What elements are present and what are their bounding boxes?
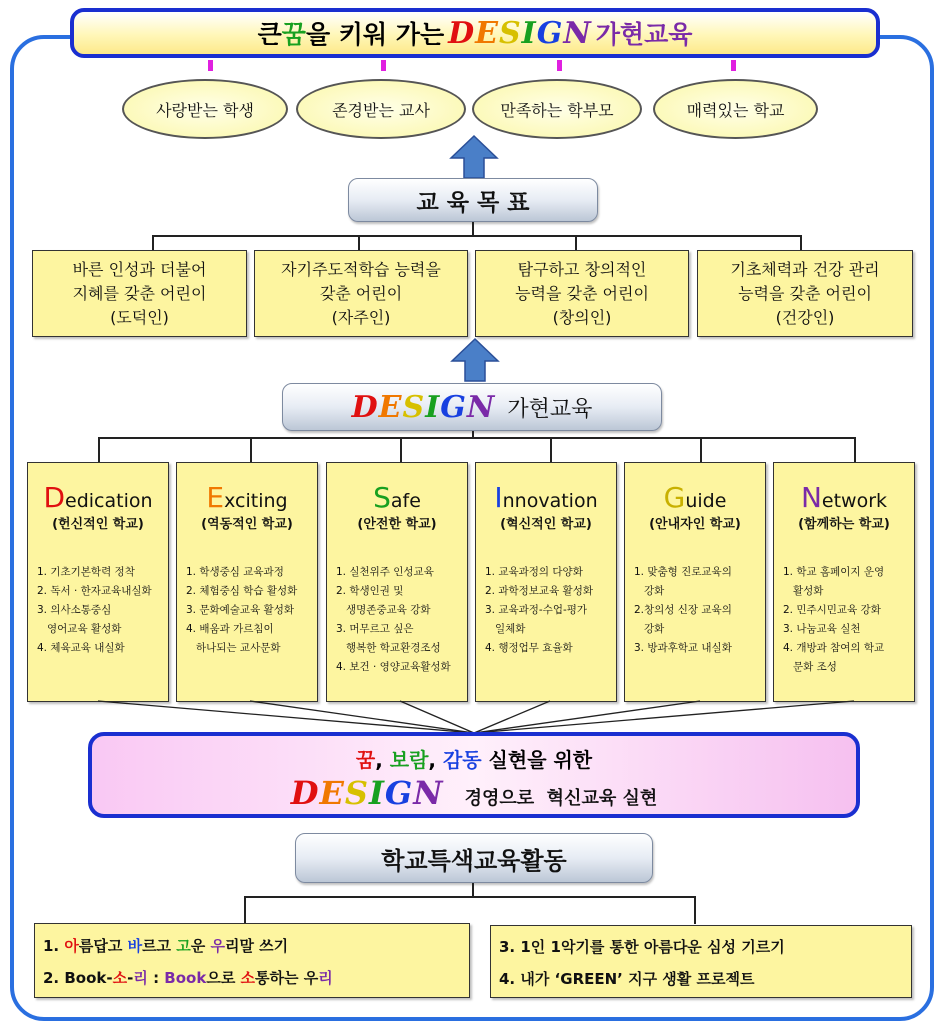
pillar-heading (625, 481, 765, 514)
special-activities-title: 학교특색교육활동 (295, 833, 653, 883)
pillar-list (336, 563, 469, 677)
connector-tick (557, 60, 562, 71)
connector-tick (731, 60, 736, 71)
activity-text: 2. Book- (43, 969, 113, 987)
goal-line: 탐구하고 창의적인 (517, 259, 647, 279)
goal-line: 능력을 갖춘 어린이 (738, 283, 872, 303)
design-letter-d: D (290, 774, 320, 812)
value-oval-student: 사랑받는 학생 (122, 79, 288, 139)
list-item: 4. 체육교육 내실화 (37, 642, 125, 654)
goal-box-moral (32, 250, 247, 337)
connector-line (152, 235, 802, 237)
goal-line: (자주인) (331, 307, 391, 327)
list-item: 4. 배움과 가르침이 (186, 623, 274, 635)
activity-box-left (34, 923, 470, 998)
list-item: 영어교육 활성화 (37, 623, 122, 635)
vision-word-reward: 보람 (389, 748, 429, 772)
pillar-heading (327, 481, 467, 514)
list-item: 2. 과학정보교육 활성화 (485, 585, 593, 597)
connector-line (472, 222, 474, 236)
connector-line (700, 437, 702, 463)
pillar-list (186, 563, 319, 658)
list-item: 1. 학교 홈페이지 운영 (783, 566, 885, 578)
activity-item-2 (43, 967, 333, 988)
goal-box-health (697, 250, 913, 337)
connector-line (152, 235, 154, 250)
list-item: 3. 방과후학교 내실화 (634, 642, 732, 654)
design-education-box (282, 383, 662, 431)
vision-comma: , (428, 748, 443, 772)
connector-line (800, 235, 802, 250)
pillar-heading (774, 481, 914, 514)
pillar-dedication (27, 462, 169, 702)
activity-text: 1. (43, 937, 65, 955)
pillar-subtitle: (안내자인 학교) (649, 517, 741, 532)
pillar-subtitle: (역동적인 학교) (201, 517, 293, 532)
list-item: 4. 행정업무 효율화 (485, 642, 573, 654)
goal-line: 바른 인성과 더불어 (72, 259, 207, 279)
title-middle: 을 키워 가는 (305, 20, 445, 49)
list-item: 3. 머무르고 싶은 (336, 623, 414, 635)
list-item: 3. 의사소통중심 (37, 604, 112, 616)
vision-line-2-text: 경영으로 혁신교육 실현 (464, 788, 658, 809)
pillar-list (485, 563, 618, 658)
pillar-heading (28, 481, 168, 514)
convergence-lines (0, 700, 949, 734)
design-letter-n: N (466, 389, 496, 425)
connector-line (575, 235, 577, 250)
design-letter-d: D (448, 15, 476, 51)
pillar-heading (476, 481, 616, 514)
connector-line (472, 883, 474, 897)
design-letter-n: N (563, 15, 592, 51)
pillar-word-rest: xciting (224, 490, 288, 512)
pillar-word-rest: etwork (821, 490, 888, 512)
list-item: 2. 독서 · 한자교육내실화 (37, 585, 152, 597)
list-item: 2. 체험중심 학습 활성화 (186, 585, 298, 597)
list-item: 강화 (634, 585, 665, 597)
pillar-initial: D (43, 481, 66, 514)
activity-item-3: 3. 1인 1악기를 통한 아름다운 심성 기르기 (499, 938, 785, 956)
activity-box-right (490, 925, 912, 998)
activity-text: 리말 쓰기 (224, 937, 289, 955)
list-item: 강화 (634, 623, 665, 635)
activity-highlight: 바 (127, 937, 143, 955)
connector-line (98, 437, 856, 439)
design-letter-i: I (425, 389, 441, 425)
list-item: 4. 개방과 참여의 학교 (783, 642, 885, 654)
design-letter-g: G (440, 389, 467, 425)
pillar-initial: I (494, 481, 503, 514)
pillar-initial: S (373, 481, 391, 514)
connector-tick (381, 60, 386, 71)
activity-item-4: 4. 내가 ‘GREEN’ 지구 생활 프로젝트 (499, 970, 755, 988)
design-letter-e: E (319, 774, 345, 812)
activity-highlight: 리 (318, 969, 333, 987)
activity-highlight: 고 (176, 937, 191, 955)
connector-line (400, 437, 402, 463)
connector-line (250, 437, 252, 463)
activity-text: 운 (190, 937, 211, 955)
title-prefix: 큰 (257, 20, 282, 49)
pillar-word-rest: edication (65, 490, 153, 512)
goal-line: 자기주도적학습 능력을 (281, 259, 441, 279)
goal-line: 능력을 갖춘 어린이 (515, 283, 649, 303)
vision-comma: , (375, 748, 390, 772)
list-item: 행복한 학교환경조성 (336, 642, 441, 654)
vision-word-dream: 꿈 (355, 748, 376, 772)
up-arrow-icon (449, 134, 499, 180)
design-letter-s: S (402, 389, 426, 425)
title-dream-word: 꿈 (281, 20, 306, 49)
goal-line: (창의인) (552, 307, 612, 327)
pillar-innovation (475, 462, 617, 702)
pillar-initial: E (206, 481, 225, 514)
pillar-subtitle: (함께하는 학교) (798, 517, 890, 532)
connector-line (694, 896, 696, 924)
pillar-subtitle: (안전한 학교) (357, 517, 437, 532)
goal-box-selfdirected (254, 250, 468, 337)
pillar-initial: N (800, 481, 822, 514)
list-item: 일체화 (485, 623, 526, 635)
connector-line (244, 896, 246, 924)
goals-title: 교 육 목 표 (348, 178, 598, 222)
activity-item-1 (43, 935, 288, 956)
activity-text: : (147, 969, 165, 987)
activity-text: - (127, 969, 134, 987)
activity-text: 으로 (206, 969, 241, 987)
design-letter-s: S (344, 774, 369, 812)
pillar-guide (624, 462, 766, 702)
title-suffix: 가현교육 (595, 20, 693, 49)
up-arrow-icon (450, 337, 500, 383)
pillar-word-rest: uide (685, 490, 727, 512)
pillar-subtitle: (헌신적인 학교) (52, 517, 144, 532)
vision-word-impression: 감동 (442, 748, 482, 772)
value-oval-school: 매력있는 학교 (653, 79, 818, 139)
list-item: 2. 민주시민교육 강화 (783, 604, 881, 616)
vision-banner (88, 732, 860, 818)
list-item: 1. 실천위주 인성교육 (336, 566, 434, 578)
design-letter-i: I (368, 774, 385, 812)
vision-line-1-rest: 실현을 위한 (481, 748, 593, 772)
connector-line (854, 437, 856, 463)
list-item: 1. 교육과정의 다양화 (485, 566, 583, 578)
list-item: 생명존중교육 강화 (336, 604, 431, 616)
value-oval-parent: 만족하는 학부모 (472, 79, 642, 139)
list-item: 하나되는 교사문화 (186, 642, 281, 654)
pillar-word-rest: afe (390, 490, 421, 512)
design-word (352, 390, 496, 425)
design-letter-n: N (413, 774, 444, 812)
activity-highlight: 소 (112, 969, 128, 987)
vision-line-1 (92, 744, 856, 773)
activity-highlight: 리 (133, 969, 148, 987)
list-item: 2.창의성 신장 교육의 (634, 604, 732, 616)
list-item: 1. 맞춤형 진로교육의 (634, 566, 732, 578)
design-letter-d: D (351, 389, 379, 425)
vision-line-2 (92, 774, 856, 812)
design-box-suffix: 가현교육 (507, 396, 593, 422)
design-letter-e: E (475, 15, 499, 51)
pillar-heading (177, 481, 317, 514)
title-design-word (448, 16, 592, 51)
pillar-subtitle: (혁신적인 학교) (500, 517, 592, 532)
list-item: 문화 조성 (783, 661, 837, 673)
goal-line: 갖춘 어린이 (319, 283, 403, 303)
list-item: 1. 기초기본학력 정착 (37, 566, 135, 578)
goal-line: (도덕인) (110, 307, 169, 327)
goal-line: (건강인) (775, 307, 835, 327)
activity-text: 통하는 우 (255, 969, 319, 987)
list-item: 4. 보건 · 영양교육활성화 (336, 661, 451, 673)
activity-highlight: 소 (240, 969, 256, 987)
list-item: 3. 문화예술교육 활성화 (186, 604, 294, 616)
goal-line: 기초체력과 건강 관리 (730, 259, 880, 279)
pillar-safe (326, 462, 468, 702)
connector-tick (208, 60, 213, 71)
connector-line (550, 437, 552, 463)
design-letter-s: S (499, 15, 522, 51)
pillar-list (783, 563, 916, 677)
design-letter-g: G (536, 15, 564, 51)
connector-line (98, 437, 100, 463)
pillar-word-rest: nnovation (502, 490, 598, 512)
activity-highlight: Book (164, 969, 207, 987)
connector-line (244, 896, 696, 898)
activity-highlight: 우 (210, 937, 225, 955)
pillar-list (634, 563, 767, 658)
goal-box-creative (475, 250, 689, 337)
design-letter-e: E (378, 389, 403, 425)
activity-text: 름답고 (78, 937, 128, 955)
goal-line: 지혜를 갖춘 어린이 (72, 283, 207, 303)
activity-highlight: 아 (64, 937, 79, 955)
pillar-exciting (176, 462, 318, 702)
design-word (291, 774, 444, 812)
design-letter-i: I (521, 15, 537, 51)
list-item: 2. 학생인권 및 (336, 585, 404, 597)
connector-line (358, 235, 360, 250)
design-letter-g: G (384, 774, 414, 812)
list-item: 1. 학생중심 교육과정 (186, 566, 284, 578)
pillar-list (37, 563, 170, 658)
value-oval-teacher: 존경받는 교사 (296, 79, 466, 139)
list-item: 3. 교육과정-수업-평가 (485, 604, 588, 616)
main-title-banner (70, 8, 880, 58)
activity-text: 르고 (142, 937, 177, 955)
pillar-initial: G (663, 481, 686, 514)
pillar-network (773, 462, 915, 702)
list-item: 3. 나눔교육 실천 (783, 623, 861, 635)
list-item: 활성화 (783, 585, 824, 597)
